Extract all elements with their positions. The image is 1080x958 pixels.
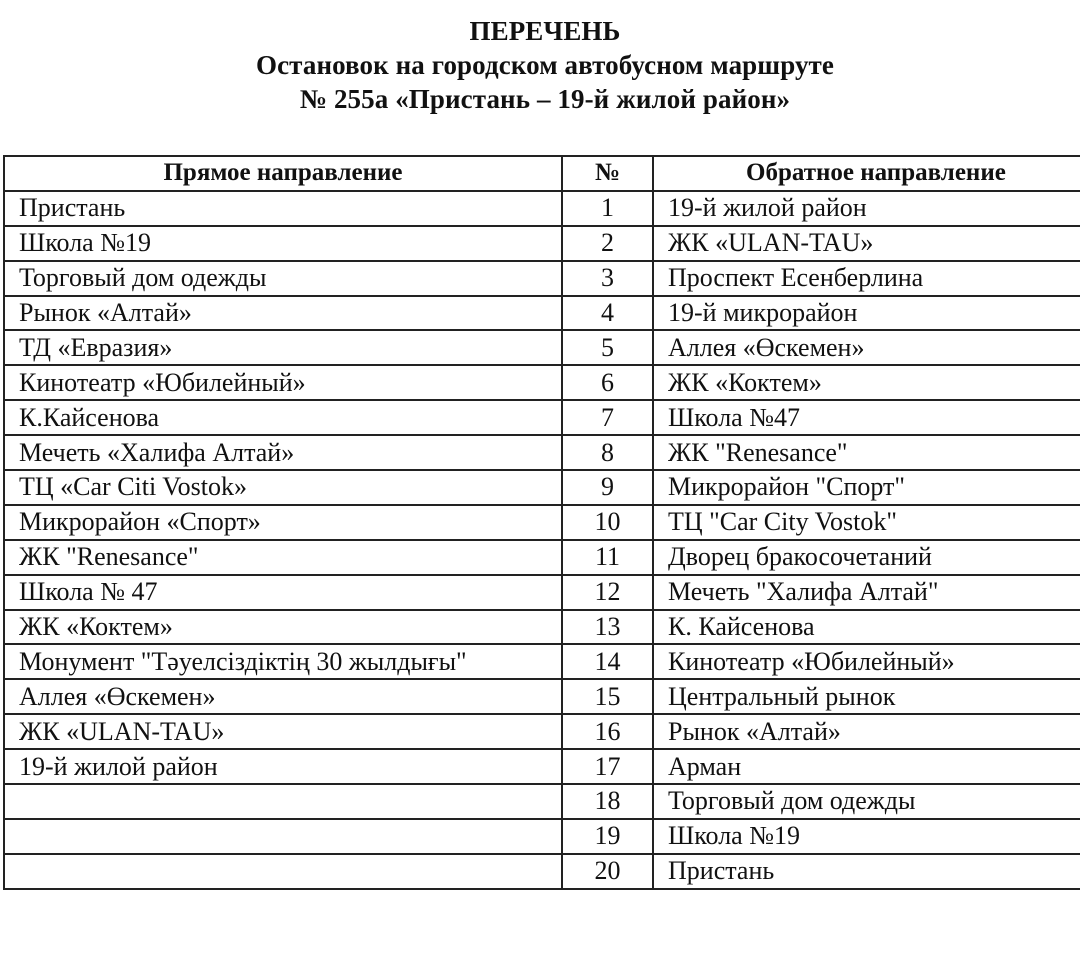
stop-number: 15	[562, 679, 653, 714]
forward-stop: Аллея «Өскемен»	[4, 679, 562, 714]
forward-stop: Микрорайон «Спорт»	[4, 505, 562, 540]
table-row	[4, 540, 1080, 575]
backward-stop: 19-й жилой район	[653, 191, 1080, 226]
header-backward-direction: Обратное направление	[653, 156, 1080, 191]
forward-stop: Монумент "Тәуелсіздіктің 30 жылдығы"	[4, 644, 562, 679]
table-row	[4, 644, 1080, 679]
backward-stop: ЖК "Renesance"	[653, 435, 1080, 470]
forward-stop: ТЦ «Car Citi Vostok»	[4, 470, 562, 505]
table-row	[4, 610, 1080, 645]
forward-stop	[4, 819, 562, 854]
forward-stop: Мечеть «Халифа Алтай»	[4, 435, 562, 470]
stop-number: 17	[562, 749, 653, 784]
table-row	[4, 714, 1080, 749]
stop-number: 11	[562, 540, 653, 575]
table-row	[4, 400, 1080, 435]
forward-stop: Торговый дом одежды	[4, 261, 562, 296]
backward-stop: Проспект Есенберлина	[653, 261, 1080, 296]
forward-stop: Рынок «Алтай»	[4, 296, 562, 331]
stop-number: 4	[562, 296, 653, 331]
stop-number: 7	[562, 400, 653, 435]
backward-stop: Дворец бракосочетаний	[653, 540, 1080, 575]
bus-stops-table	[3, 155, 1080, 890]
table-body	[4, 191, 1080, 889]
backward-stop: Микрорайон "Спорт"	[653, 470, 1080, 505]
table-row	[4, 435, 1080, 470]
forward-stop: ТД «Евразия»	[4, 330, 562, 365]
forward-stop: ЖК «Коктем»	[4, 610, 562, 645]
header-number: №	[562, 156, 653, 191]
forward-stop: ЖК «ULAN-TAU»	[4, 714, 562, 749]
document-title: ПЕРЕЧЕНЬ	[469, 16, 621, 46]
table-row	[4, 330, 1080, 365]
table-row	[4, 505, 1080, 540]
forward-stop: 19-й жилой район	[4, 749, 562, 784]
backward-stop: Школа №47	[653, 400, 1080, 435]
table-row	[4, 191, 1080, 226]
forward-stop: Кинотеатр «Юбилейный»	[4, 365, 562, 400]
forward-stop: Пристань	[4, 191, 562, 226]
table-row	[4, 819, 1080, 854]
stop-number: 8	[562, 435, 653, 470]
backward-stop: Торговый дом одежды	[653, 784, 1080, 819]
table-row	[4, 296, 1080, 331]
forward-stop	[4, 854, 562, 889]
backward-stop: 19-й микрорайон	[653, 296, 1080, 331]
backward-stop: ТЦ "Car City Vostok"	[653, 505, 1080, 540]
stop-number: 2	[562, 226, 653, 261]
stop-number: 5	[562, 330, 653, 365]
table-row	[4, 749, 1080, 784]
table-row	[4, 226, 1080, 261]
route-name: № 255а «Пристань – 19-й жилой район»	[299, 84, 791, 114]
backward-stop: Школа №19	[653, 819, 1080, 854]
stop-number: 14	[562, 644, 653, 679]
table-row	[4, 365, 1080, 400]
table-header-row	[4, 156, 1080, 191]
table-row	[4, 679, 1080, 714]
table-row	[4, 261, 1080, 296]
backward-stop: Аллея «Өскемен»	[653, 330, 1080, 365]
document-title-block	[0, 14, 1080, 116]
table-row	[4, 784, 1080, 819]
backward-stop: Рынок «Алтай»	[653, 714, 1080, 749]
table-row	[4, 854, 1080, 889]
stop-number: 16	[562, 714, 653, 749]
backward-stop: Кинотеатр «Юбилейный»	[653, 644, 1080, 679]
document-subtitle: Остановок на городском автобусном маршруте	[255, 50, 834, 80]
backward-stop: Центральный рынок	[653, 679, 1080, 714]
stop-number: 3	[562, 261, 653, 296]
backward-stop: Мечеть "Халифа Алтай"	[653, 575, 1080, 610]
backward-stop: Арман	[653, 749, 1080, 784]
table-row	[4, 470, 1080, 505]
forward-stop: Школа № 47	[4, 575, 562, 610]
stop-number: 12	[562, 575, 653, 610]
stop-number: 20	[562, 854, 653, 889]
stop-number: 9	[562, 470, 653, 505]
backward-stop: К. Кайсенова	[653, 610, 1080, 645]
stop-number: 10	[562, 505, 653, 540]
stop-number: 19	[562, 819, 653, 854]
forward-stop: ЖК "Renesance"	[4, 540, 562, 575]
backward-stop: ЖК «ULAN-TAU»	[653, 226, 1080, 261]
stop-number: 6	[562, 365, 653, 400]
table-row	[4, 575, 1080, 610]
forward-stop: Школа №19	[4, 226, 562, 261]
forward-stop: К.Кайсенова	[4, 400, 562, 435]
backward-stop: Пристань	[653, 854, 1080, 889]
stop-number: 13	[562, 610, 653, 645]
stop-number: 1	[562, 191, 653, 226]
header-forward-direction: Прямое направление	[4, 156, 562, 191]
forward-stop	[4, 784, 562, 819]
backward-stop: ЖК «Коктем»	[653, 365, 1080, 400]
stop-number: 18	[562, 784, 653, 819]
